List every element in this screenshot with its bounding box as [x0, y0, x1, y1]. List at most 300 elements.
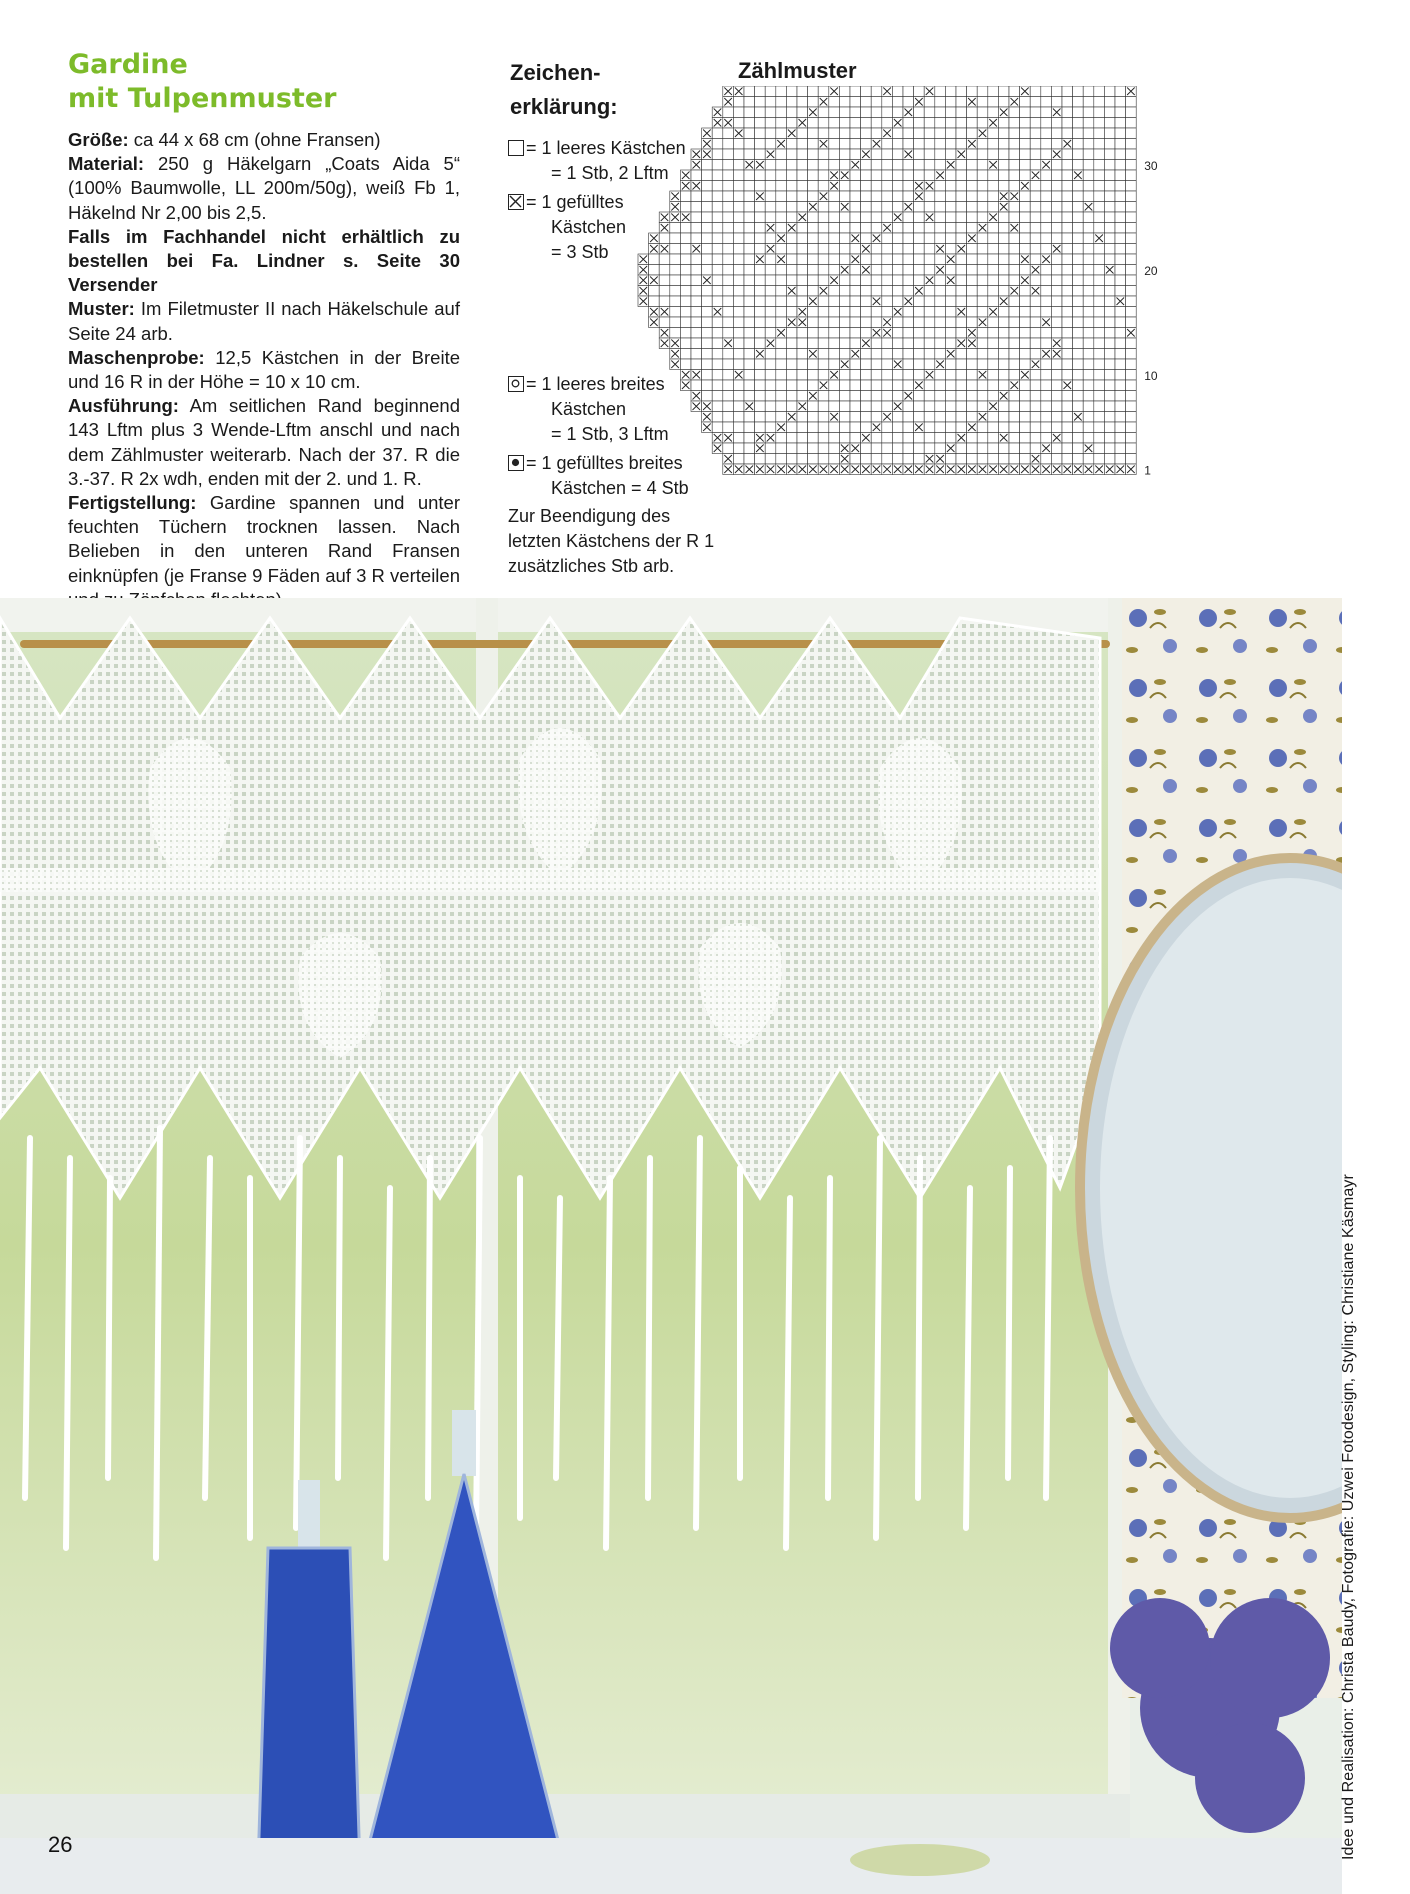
chart-cell [649, 254, 660, 265]
chart-cell [670, 286, 681, 297]
chart-cell [691, 328, 702, 339]
chart-cell [924, 317, 935, 328]
chart-cell [850, 191, 861, 202]
chart-cell [786, 433, 797, 444]
chart-cell [1104, 454, 1115, 465]
chart-cell [1041, 170, 1052, 181]
chart-cell [712, 212, 723, 223]
chart-cell [1009, 128, 1020, 139]
chart-cell [977, 265, 988, 276]
chart-cell [712, 422, 723, 433]
chart-cell [998, 401, 1009, 412]
chart-cell [829, 307, 840, 318]
chart-cell [945, 359, 956, 370]
chart-cell [977, 338, 988, 349]
chart-cell [1115, 191, 1126, 202]
chart-cell [797, 328, 808, 339]
chart-cell [818, 202, 829, 213]
chart-cell [765, 359, 776, 370]
chart-cell [1126, 244, 1137, 255]
chart-cell [998, 212, 1009, 223]
chart-cell [1051, 412, 1062, 423]
chart-cell [967, 202, 978, 213]
chart-cell [649, 265, 660, 276]
chart-cell [723, 359, 734, 370]
chart-cell [744, 191, 755, 202]
chart-cell [956, 286, 967, 297]
chart-cell [850, 86, 861, 97]
chart-cell [1062, 275, 1073, 286]
chart-cell [1115, 244, 1126, 255]
chart-cell [1062, 391, 1073, 402]
chart-cell [903, 223, 914, 234]
chart-cell [776, 86, 787, 97]
chart-cell [861, 380, 872, 391]
chart-cell [956, 160, 967, 171]
chart-cell [935, 412, 946, 423]
chart-cell [850, 307, 861, 318]
chart-cell [818, 244, 829, 255]
chart-cell [935, 97, 946, 108]
chart-cell [1030, 328, 1041, 339]
chart-cell [1051, 286, 1062, 297]
chart-cell [1104, 307, 1115, 318]
chart-cell [818, 149, 829, 160]
chart-cell [1020, 391, 1031, 402]
chart-cell [1083, 265, 1094, 276]
chart-cell [871, 338, 882, 349]
chart-cell [723, 370, 734, 381]
chart-cell [808, 443, 819, 454]
chart-cell [924, 412, 935, 423]
chart-cell [861, 401, 872, 412]
chart-cell [1104, 349, 1115, 360]
chart-cell [1041, 391, 1052, 402]
chart-cell [903, 212, 914, 223]
chart-cell [850, 296, 861, 307]
chart-cell [659, 275, 670, 286]
chart-cell [765, 443, 776, 454]
chart-cell [1115, 233, 1126, 244]
chart-cell [808, 191, 819, 202]
chart-cell [1126, 401, 1137, 412]
chart-cell [1104, 223, 1115, 234]
chart-cell [1062, 97, 1073, 108]
material-text: 250 g Häkelgarn „Coats Aida 5“ (100% Baumwolle, LL 200m/50g), weiß Fb 1, Häkelnd Nr 2,00 bis 2,5. [68, 153, 460, 223]
chart-cell [998, 370, 1009, 381]
chart-cell [818, 254, 829, 265]
chart-cell [1041, 223, 1052, 234]
chart-cell [1062, 170, 1073, 181]
chart-cell [871, 433, 882, 444]
chart-cell [744, 275, 755, 286]
chart-cell [829, 349, 840, 360]
chart-cell [1104, 212, 1115, 223]
chart-cell [882, 118, 893, 129]
chart-cell [797, 202, 808, 213]
chart-cell [956, 422, 967, 433]
chart-cell [1083, 349, 1094, 360]
material-paragraph [68, 152, 460, 225]
chart-cell [818, 328, 829, 339]
chart-cell [797, 170, 808, 181]
chart-cell [786, 149, 797, 160]
chart-cell [723, 443, 734, 454]
chart-cell [712, 149, 723, 160]
chart-cell [988, 181, 999, 192]
chart-cell [1094, 128, 1105, 139]
chart-cell [945, 139, 956, 150]
chart-cell [871, 160, 882, 171]
chart-cell [712, 391, 723, 402]
empty-square-icon [508, 140, 524, 156]
chart-cell [691, 338, 702, 349]
chart-cell [659, 286, 670, 297]
chart-cell [712, 370, 723, 381]
chart-cell [1094, 160, 1105, 171]
chart-cell [924, 443, 935, 454]
chart-cell [723, 181, 734, 192]
chart-cell [935, 160, 946, 171]
chart-cell [892, 233, 903, 244]
chart-cell [1083, 412, 1094, 423]
ausfuehrung-label: Ausführung: [68, 395, 179, 417]
chart-cell [839, 160, 850, 171]
chart-cell [808, 401, 819, 412]
chart-cell [723, 349, 734, 360]
chart-cell [903, 433, 914, 444]
chart-cell [892, 338, 903, 349]
chart-cell [723, 244, 734, 255]
chart-cell [1115, 223, 1126, 234]
chart-cell [797, 359, 808, 370]
chart-cell [1104, 149, 1115, 160]
chart-cell [871, 191, 882, 202]
chart-cell [1009, 275, 1020, 286]
chart-cell [924, 286, 935, 297]
chart-cell [1009, 170, 1020, 181]
chart-cell [808, 370, 819, 381]
chart-cell [733, 338, 744, 349]
chart-cell [1041, 338, 1052, 349]
chart-cell [733, 170, 744, 181]
chart-cell [945, 202, 956, 213]
chart-cell [914, 118, 925, 129]
chart-cell [702, 212, 713, 223]
chart-cell [755, 107, 766, 118]
chart-cell [691, 380, 702, 391]
chart-cell [1020, 149, 1031, 160]
chart-cell [903, 307, 914, 318]
chart-cell [733, 181, 744, 192]
chart-cell [1020, 401, 1031, 412]
chart-cell [765, 191, 776, 202]
chart-cell [1009, 401, 1020, 412]
chart-cell [1009, 454, 1020, 465]
chart-cell [892, 454, 903, 465]
chart-cell [967, 170, 978, 181]
chart-cell [1094, 412, 1105, 423]
chart-cell [977, 328, 988, 339]
chart-cell [702, 223, 713, 234]
chart-cell [988, 454, 999, 465]
chart-cell [892, 181, 903, 192]
size-text: ca 44 x 68 cm (ohne Fransen) [128, 129, 381, 150]
chart-cell [808, 338, 819, 349]
chart-cell [882, 181, 893, 192]
chart-cell [1041, 139, 1052, 150]
chart-cell [903, 160, 914, 171]
chart-cell [829, 286, 840, 297]
chart-cell [733, 422, 744, 433]
chart-cell [765, 412, 776, 423]
chart-cell [924, 170, 935, 181]
chart-cell [1041, 454, 1052, 465]
chart-cell [702, 338, 713, 349]
chart-cell [914, 160, 925, 171]
chart-cell [1062, 286, 1073, 297]
chart-cell [755, 212, 766, 223]
chart-cell [1115, 212, 1126, 223]
chart-cell [903, 359, 914, 370]
chart-cell [776, 170, 787, 181]
chart-cell [797, 286, 808, 297]
chart-cell [1126, 181, 1137, 192]
chart-cell [839, 244, 850, 255]
chart-cell [892, 244, 903, 255]
chart-cell [924, 380, 935, 391]
chart-cell [786, 170, 797, 181]
dot-square-icon [508, 455, 524, 471]
chart-cell [829, 454, 840, 465]
chart-cell [776, 191, 787, 202]
chart-cell [1094, 202, 1105, 213]
chart-cell [797, 443, 808, 454]
chart-cell [1041, 359, 1052, 370]
chart-cell [712, 349, 723, 360]
chart-cell [670, 233, 681, 244]
chart-cell [1083, 170, 1094, 181]
chart-cell [1094, 422, 1105, 433]
chart-cell [818, 454, 829, 465]
chart-cell [935, 128, 946, 139]
chart-cell [808, 139, 819, 150]
chart-cell [956, 212, 967, 223]
fertigstellung-paragraph [68, 491, 460, 612]
chart-cell [702, 191, 713, 202]
chart-cell [1115, 359, 1126, 370]
chart-cell [914, 349, 925, 360]
chart-cell [967, 454, 978, 465]
chart-cell [1009, 86, 1020, 97]
chart-cell [935, 107, 946, 118]
chart-cell [1083, 107, 1094, 118]
chart-cell [1126, 275, 1137, 286]
chart-cell [861, 412, 872, 423]
chart-cell [850, 433, 861, 444]
chart-cell [765, 254, 776, 265]
chart-cell [776, 118, 787, 129]
chart-cell [903, 86, 914, 97]
chart-cell [977, 170, 988, 181]
chart-cell [988, 233, 999, 244]
chart-cell [967, 275, 978, 286]
chart-cell [723, 233, 734, 244]
chart-cell [691, 359, 702, 370]
chart-cell [892, 223, 903, 234]
chart-cell [1020, 454, 1031, 465]
chart-cell [882, 380, 893, 391]
chart-cell [1073, 160, 1084, 171]
chart-cell [1115, 139, 1126, 150]
size-label: Größe: [68, 129, 129, 150]
chart-cell [892, 443, 903, 454]
chart-cell [1104, 286, 1115, 297]
chart-cell [882, 107, 893, 118]
chart-cell [712, 286, 723, 297]
chart-cell [903, 286, 914, 297]
chart-cell [1009, 443, 1020, 454]
chart-cell [1009, 202, 1020, 213]
chart-cell [850, 286, 861, 297]
chart-cell [924, 233, 935, 244]
chart-cell [776, 433, 787, 444]
chart-cell [702, 202, 713, 213]
chart-cell [882, 97, 893, 108]
chart-cell [1009, 160, 1020, 171]
chart-cell [839, 191, 850, 202]
chart-cell [765, 181, 776, 192]
curtain-body [0, 618, 1100, 1198]
chart-cell [892, 139, 903, 150]
chart-cell [808, 181, 819, 192]
title-line-1: Gardine [68, 49, 188, 80]
chart-cell [1115, 328, 1126, 339]
chart-cell [1062, 401, 1073, 412]
chart-cell [765, 401, 776, 412]
chart-cell [755, 275, 766, 286]
chart-cell [892, 412, 903, 423]
chart-cell [744, 170, 755, 181]
chart-cell [744, 286, 755, 297]
chart-cell [977, 380, 988, 391]
chart-cell [1126, 317, 1137, 328]
legend-item-text: = 1 leeres Kästchen [526, 138, 686, 158]
chart-cell [712, 170, 723, 181]
chart-cell [744, 433, 755, 444]
hydrangea [1110, 1598, 1330, 1833]
chart-cell [808, 359, 819, 370]
legend-item-text: = 1 gefülltes breites [526, 453, 683, 473]
chart-cell [1009, 433, 1020, 444]
chart-cell [691, 317, 702, 328]
chart-cell [755, 412, 766, 423]
chart-cell [723, 170, 734, 181]
legend-item-text: = 1 leeres breites [526, 374, 665, 394]
chart-cell [839, 254, 850, 265]
chart-cell [786, 181, 797, 192]
chart-cell [1126, 191, 1137, 202]
chart-cell [808, 412, 819, 423]
chart-cell [680, 349, 691, 360]
counting-chart [630, 86, 1370, 576]
chart-cell [1062, 443, 1073, 454]
chart-cell [1115, 380, 1126, 391]
chart-cell [924, 107, 935, 118]
chart-cell [903, 191, 914, 202]
chart-cell [998, 454, 1009, 465]
fertigstellung-text: Gardine spannen und unter feuchten Tüchern trocknen lassen. Nach Belieben in den unteren Rand Fransen einknüpfen (je Franse 9 Fäden auf 3 R verteilen [68, 492, 460, 586]
chart-cell [977, 212, 988, 223]
chart-cell [935, 338, 946, 349]
chart-cell [871, 107, 882, 118]
chart-cell [680, 244, 691, 255]
chart-cell [1073, 86, 1084, 97]
chart-cell [924, 160, 935, 171]
chart-cell [1062, 181, 1073, 192]
chart-cell [786, 233, 797, 244]
chart-cell [956, 296, 967, 307]
chart-cell [702, 160, 713, 171]
chart-cell [776, 212, 787, 223]
chart-cell [712, 160, 723, 171]
legend-title-line-1: Zeichen- [510, 60, 601, 85]
chart-cell [1020, 160, 1031, 171]
chart-cell [1030, 433, 1041, 444]
chart-cell [977, 296, 988, 307]
chart-cell [712, 401, 723, 412]
chart-cell [1041, 244, 1052, 255]
chart-cell [702, 265, 713, 276]
chart-cell [945, 422, 956, 433]
chart-cell [765, 307, 776, 318]
chart-cell [1115, 265, 1126, 276]
chart-cell [1073, 212, 1084, 223]
chart-cell [945, 107, 956, 118]
chart-cell [1041, 422, 1052, 433]
chart-cell [680, 307, 691, 318]
chart-cell [1041, 233, 1052, 244]
chart-cell [945, 233, 956, 244]
chart-cell [829, 296, 840, 307]
chart-cell [1051, 359, 1062, 370]
chart-cell [998, 412, 1009, 423]
chart-cell [670, 223, 681, 234]
chart-cell [765, 128, 776, 139]
chart-cell [850, 370, 861, 381]
chart-cell [924, 307, 935, 318]
chart-cell [670, 328, 681, 339]
chart-cell [712, 223, 723, 234]
chart-cell [733, 412, 744, 423]
chart-cell [1094, 181, 1105, 192]
chart-cell [839, 181, 850, 192]
chart-cell [956, 349, 967, 360]
legend-title [510, 56, 650, 124]
probe-label: Maschenprobe: [68, 346, 205, 368]
chart-cell [956, 328, 967, 339]
chart-cell [1030, 233, 1041, 244]
chart-cell [1030, 307, 1041, 318]
chart-cell [924, 202, 935, 213]
chart-cell [1104, 202, 1115, 213]
chart-cell [945, 338, 956, 349]
chart-cell [755, 233, 766, 244]
chart-cell [1030, 212, 1041, 223]
chart-cell [871, 317, 882, 328]
chart-cell [797, 128, 808, 139]
chart-cell [914, 202, 925, 213]
